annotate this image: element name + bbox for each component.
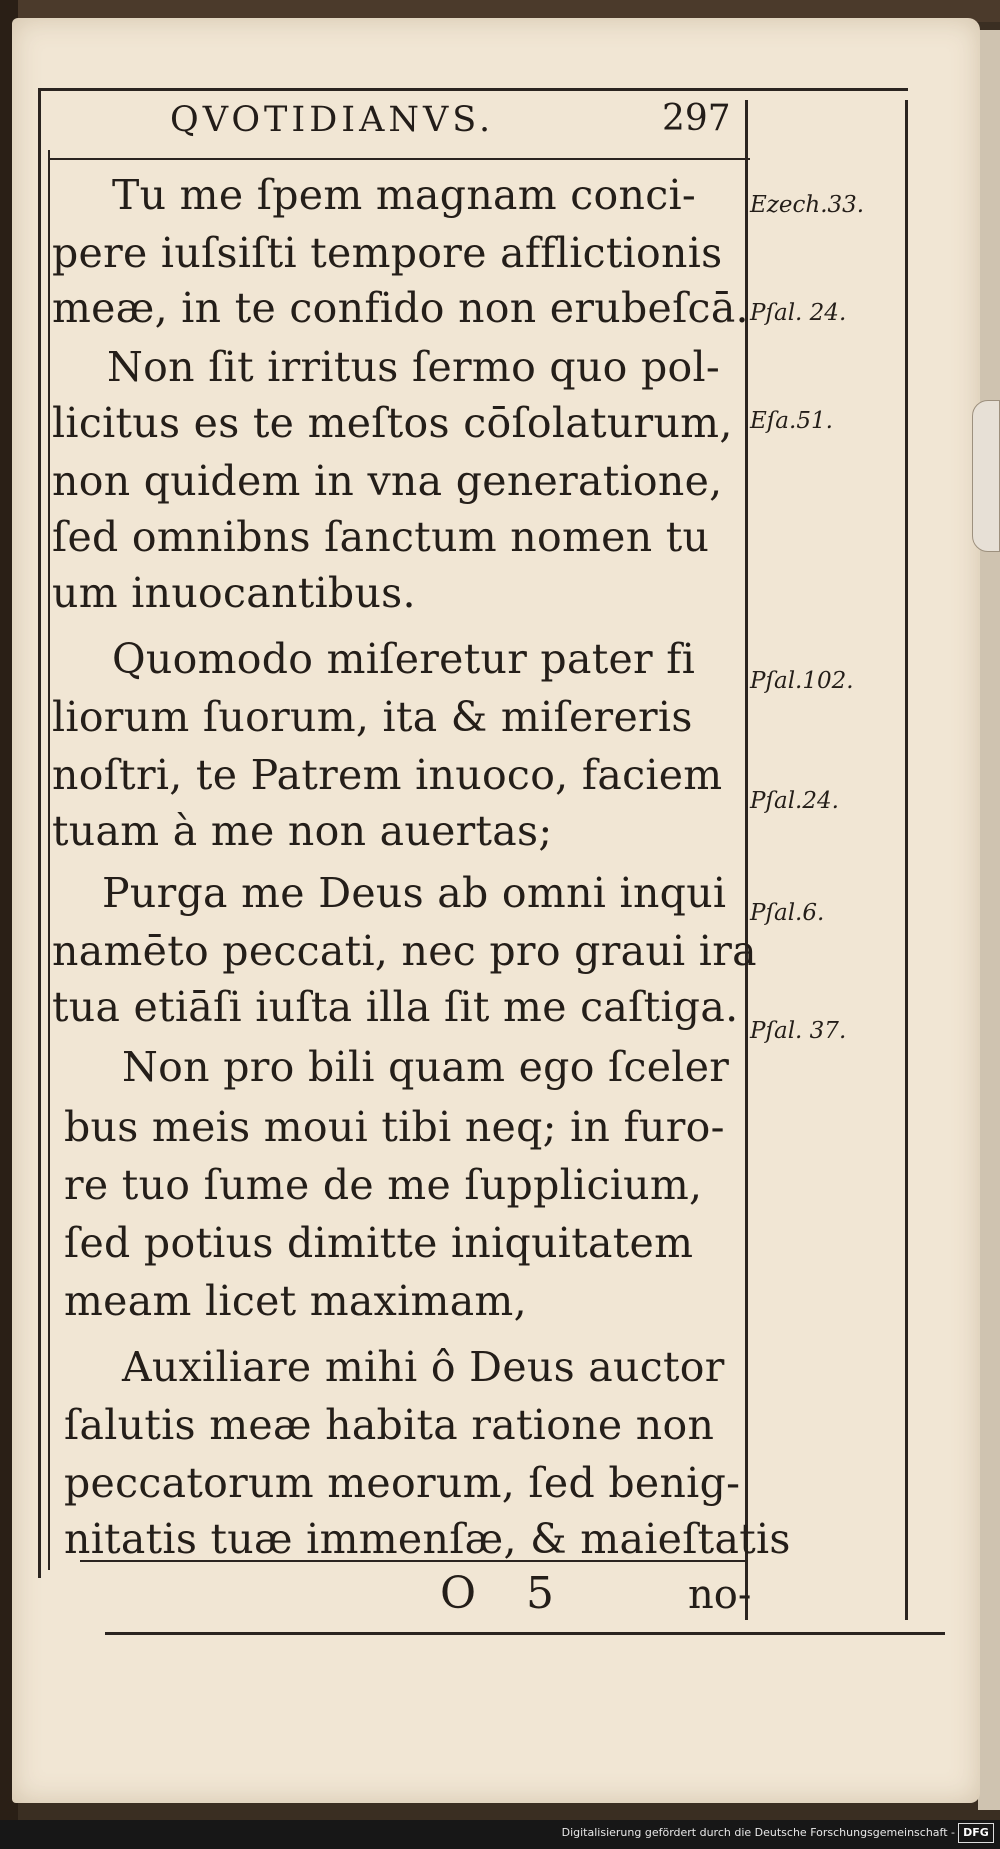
- text-line: bus meis moui tibi neq; in furo-: [64, 1103, 725, 1151]
- text-line: ſalutis meæ habita ratione non: [64, 1401, 715, 1449]
- text-line: Non pro bili quam ego ſceler: [122, 1043, 730, 1091]
- margin-note: Ezech.33.: [750, 192, 865, 218]
- dfg-logo: DFG: [958, 1823, 994, 1843]
- text-line: Auxiliare mihi ô Deus auctor: [122, 1343, 725, 1391]
- text-line: ſed potius dimitte iniquitatem: [64, 1219, 694, 1267]
- frame-right-rule: [905, 100, 908, 1620]
- text-line: liorum ſuorum, ita & miſereris: [52, 693, 693, 741]
- text-line: nitatis tuæ immenſæ, & maieſtatis: [64, 1515, 791, 1563]
- margin-note: Pſal. 37.: [750, 1018, 847, 1044]
- frame-bottom-rule: [105, 1632, 945, 1635]
- text-line: Purga me Deus ab omni inqui: [102, 869, 727, 917]
- text-line: pere iuſsiſti tempore afflictionis: [52, 229, 723, 277]
- catchword: no-: [688, 1572, 752, 1618]
- text-line: tua etiāſi iuſta illa ſit me caſtiga.: [52, 983, 739, 1031]
- text-line: Tu me ſpem magnam conci-: [112, 171, 697, 219]
- margin-note: Pſal.24.: [750, 788, 839, 814]
- margin-note: Pſal.6.: [750, 900, 825, 926]
- signature-mark: O 5: [440, 1568, 573, 1619]
- text-line: um inuocantibus.: [52, 569, 416, 617]
- text-line: meam licet maximam,: [64, 1277, 527, 1325]
- text-line: non quidem in vna generatione,: [52, 457, 723, 505]
- frame-top-rule: [38, 88, 908, 91]
- text-line: noſtri, te Patrem inuoco, faciem: [52, 751, 723, 799]
- page-number: 297: [662, 98, 731, 139]
- digitization-credit: Digitalisierung gefördert durch die Deutsche Forschungsgemeinschaft -: [561, 1826, 955, 1839]
- text-line: meæ, in te confido non erubeſcā.: [52, 284, 749, 332]
- text-line: peccatorum meorum, ſed benig-: [64, 1459, 741, 1507]
- text-line: Non ſit irritus ſermo quo pol-: [107, 343, 721, 391]
- frame-inner-left-rule: [48, 150, 50, 1570]
- margin-note: Pſal. 24.: [750, 300, 847, 326]
- margin-note: Pſal.102.: [750, 668, 854, 694]
- text-line: licitus es te meſtos cōſolaturum,: [52, 399, 733, 447]
- text-line: tuam à me non auertas;: [52, 807, 553, 855]
- text-line: ſed omnibns ſanctum nomen tu: [52, 513, 710, 561]
- running-title: QVOTIDIANVS.: [170, 100, 495, 140]
- frame-left-rule: [38, 88, 41, 1578]
- page-tab-marker: [972, 400, 1000, 552]
- page-stack-edge: [978, 30, 1000, 1810]
- text-line: namēto peccati, nec pro graui ira: [52, 927, 757, 975]
- frame-header-rule: [50, 158, 750, 160]
- margin-note: Eſa.51.: [750, 408, 833, 434]
- text-line: Quomodo miſeretur pater fi: [112, 635, 696, 683]
- text-line: re tuo ſume de me ſupplicium,: [64, 1161, 703, 1209]
